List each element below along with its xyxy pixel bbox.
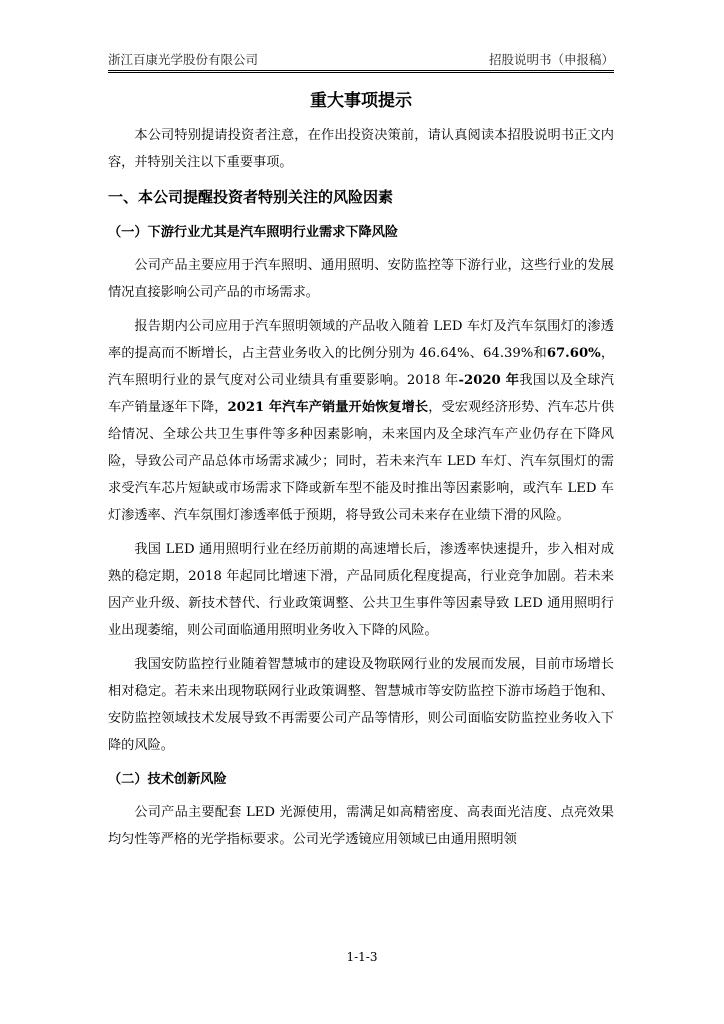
bold-recovery-note: 2021 年汽车产销量开始恢复增长 <box>227 400 429 415</box>
bold-year-range: -2020 年 <box>458 373 520 388</box>
paragraph-general-lighting: 我国 LED 通用照明行业在经历前期的高速增长后，渗透率快速提升，步入相对成熟的稳定期，2018 年起同比增速下滑，产品同质化程度提高，行业竞争加剧。若未来因产业升级、新技术替代、行业政策调整、公共卫生事件等因素导致 LED 通用照明行业出现萎缩，则公司面临通用照明业务收入下降的风险。 <box>108 542 614 638</box>
paragraph-automotive-lighting <box>108 313 614 529</box>
section-heading-risk-factors: 一、本公司提醒投资者特别关注的风险因素 <box>108 188 394 206</box>
header-divider <box>108 70 614 73</box>
text-segment: 我国以及全球汽车产销量逐年下降， <box>108 373 614 415</box>
bold-percentage: 67.60% <box>546 346 601 361</box>
text-segment: ，汽车照明行业的景气度对公司业绩具有重要影响。2018 年 <box>108 346 614 388</box>
document-body <box>108 88 614 860</box>
header-document-type: 招股说明书（申报稿） <box>488 52 614 67</box>
subsection-heading-tech-innovation: （二）技术创新风险 <box>108 772 227 787</box>
subsection-heading-downstream-risk: （一）下游行业尤其是汽车照明行业需求下降风险 <box>108 225 399 240</box>
paragraph-downstream-overview: 公司产品主要应用于汽车照明、通用照明、安防监控等下游行业，这些行业的发展情况直接影响公司产品的市场需求。 <box>108 258 614 300</box>
page-header <box>108 50 614 70</box>
header-company-name: 浙江百康光学股份有限公司 <box>108 52 259 67</box>
text-segment: 报告期内公司应用于汽车照明领域的产品收入随着 LED 车灯及汽车氛围灯的渗透率的提高而不断增长，占主营业务收入的比例分别为 46.64%、64.39%和 <box>108 319 614 361</box>
intro-paragraph: 本公司特别提请投资者注意，在作出投资决策前，请认真阅读本招股说明书正文内容，并特别关注以下重要事项。 <box>108 128 614 170</box>
paragraph-security-monitoring: 我国安防监控行业随着智慧城市的建设及物联网行业的发展而发展，目前市场增长相对稳定。若未来出现物联网行业政策调整、智慧城市等安防监控下游市场趋于饱和、安防监控领域技术发展导致不再需要公司产品等情形，则公司面临安防监控业务收入下降的风险。 <box>108 657 614 753</box>
page-title: 重大事项提示 <box>310 91 412 111</box>
page-number: 1-1-3 <box>346 950 378 964</box>
paragraph-tech-innovation: 公司产品主要配套 LED 光源使用，需满足如高精密度、高表面光洁度、点亮效果均匀性等严格的光学指标要求。公司光学透镜应用领域已由通用照明领 <box>108 805 614 847</box>
text-segment: ，受宏观经济形势、汽车芯片供给情况、全球公共卫生事件等多种因素影响，未来国内及全球汽车产业仍存在下降风险，导致公司产品总体市场需求减少；同时，若未来汽车 LED 车灯、汽车氛围灯的需求受汽车芯片短缺或市场需求下降或新车型不能及时推出等因素影响，或汽车 LED 车灯渗透率、汽车氛围灯渗透率低于预期，将导致公司未来存在业绩下滑的风险。 <box>108 400 615 523</box>
